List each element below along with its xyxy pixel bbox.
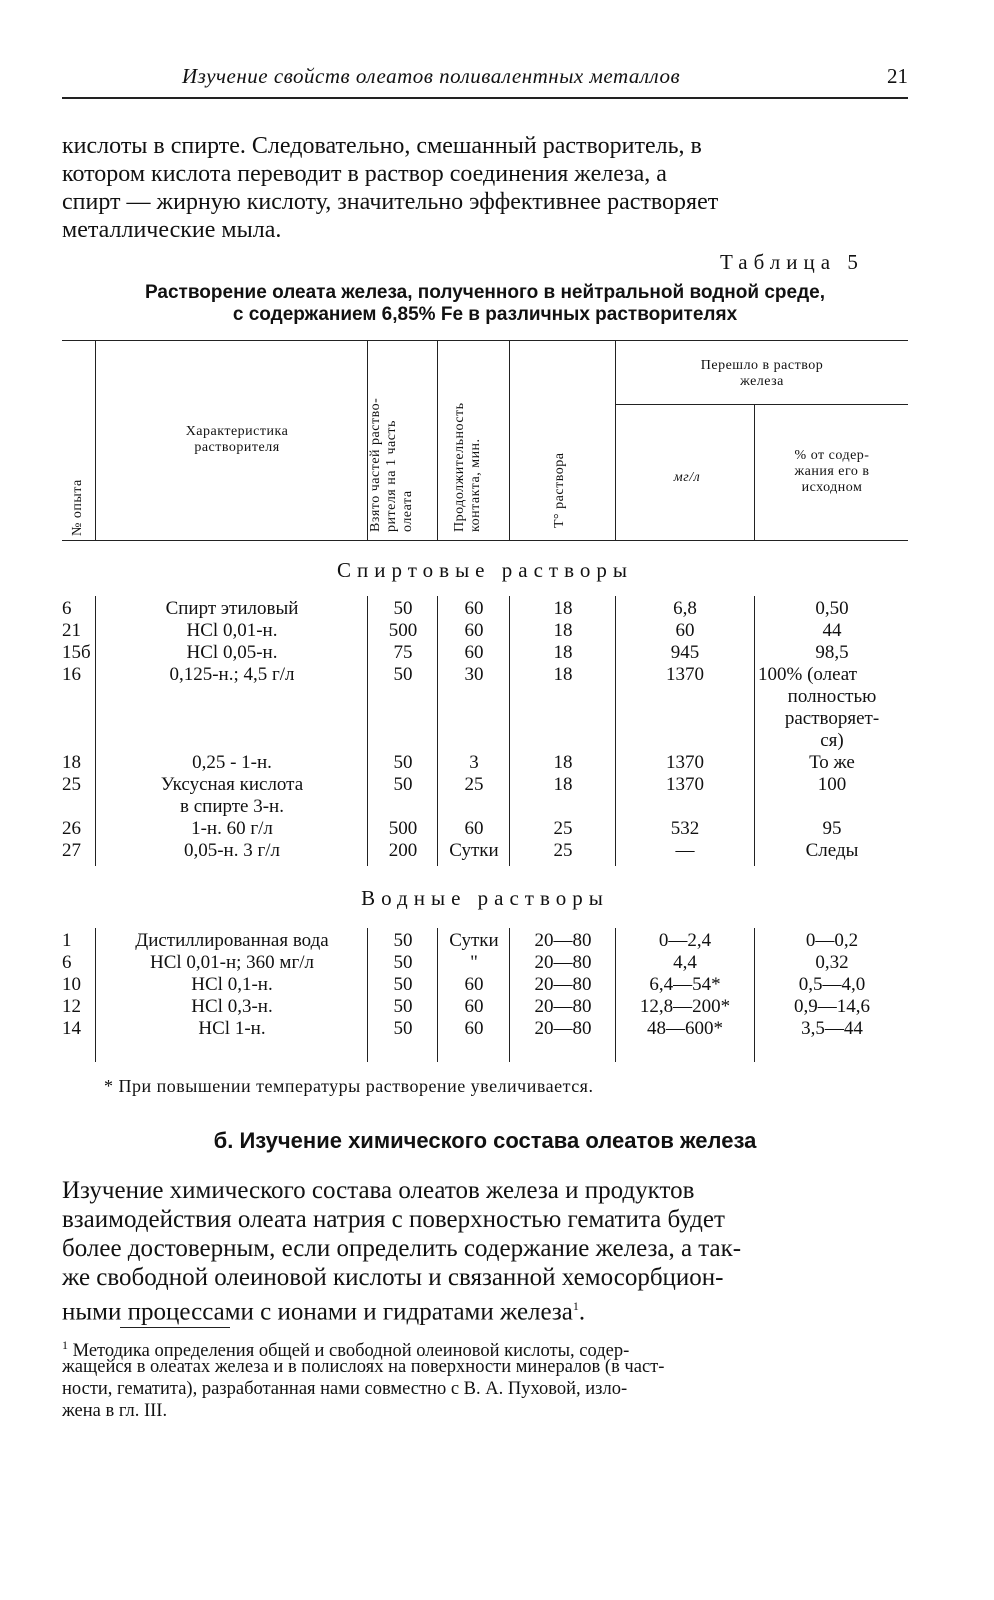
cell-mgl: 60 bbox=[675, 620, 695, 641]
footnote-line: Методика определения общей и свободной олеиновой кислоты, содер- bbox=[72, 1341, 630, 1362]
cell-percent: 0,50 bbox=[815, 598, 849, 619]
cell-parts: 50 bbox=[393, 774, 413, 795]
body-line: же свободной олеиновой кислоты и связанной хемосорбцион- bbox=[62, 1264, 724, 1291]
table-row bbox=[62, 686, 908, 708]
table-row bbox=[62, 840, 908, 862]
cell-solvent: 1-н. 60 г/л bbox=[191, 818, 273, 839]
cell-mgl: 1370 bbox=[666, 752, 704, 773]
column-rule bbox=[95, 340, 96, 540]
cell-temperature: 18 bbox=[553, 642, 573, 663]
cell-percent: 98,5 bbox=[815, 642, 849, 663]
cell-mgl: 12,8—200* bbox=[639, 996, 731, 1017]
header-percent bbox=[758, 448, 906, 496]
body-line-last: ными процессами с ионами и гидратами железа$^1$. bbox=[62, 1298, 586, 1326]
cell-percent: полностью bbox=[787, 686, 877, 707]
header-rule bbox=[62, 97, 908, 99]
header-dissolved-line: Перешло в раствор bbox=[700, 358, 824, 373]
cell-parts: 50 bbox=[393, 952, 413, 973]
header-percent-line: исходном bbox=[801, 480, 863, 495]
cell-temperature: 25 bbox=[553, 818, 573, 839]
cell-duration: 60 bbox=[464, 620, 484, 641]
footnote-mark: 1 bbox=[62, 1338, 68, 1352]
table-row bbox=[62, 642, 908, 664]
cell-temperature: 20—80 bbox=[534, 930, 592, 951]
header-parts-line: олеата bbox=[400, 490, 415, 532]
table-row bbox=[62, 1018, 908, 1040]
cell-duration: 25 bbox=[464, 774, 484, 795]
intro-line: котором кислота переводит в раствор соединения железа, а bbox=[62, 161, 667, 187]
table-row bbox=[62, 974, 908, 996]
column-rule bbox=[754, 404, 755, 540]
table-row bbox=[62, 620, 908, 642]
cell-parts: 200 bbox=[388, 840, 418, 861]
table-row bbox=[62, 930, 908, 952]
header-num: № опыта bbox=[70, 479, 85, 536]
cell-percent: 0,32 bbox=[815, 952, 849, 973]
page-footnote bbox=[62, 1334, 908, 1422]
column-rule bbox=[437, 340, 438, 540]
cell-solvent: Уксусная кислота bbox=[160, 774, 304, 795]
cell-duration: 60 bbox=[464, 974, 484, 995]
cell-number: 26 bbox=[62, 818, 81, 839]
cell-temperature: 20—80 bbox=[534, 996, 592, 1017]
header-bottom-rule bbox=[62, 540, 908, 541]
cell-number: 1 bbox=[62, 930, 72, 951]
cell-number: 21 bbox=[62, 620, 81, 641]
cell-solvent: HCl 1-н. bbox=[198, 1018, 266, 1039]
intro-line: металлические мыла. bbox=[62, 217, 282, 243]
cell-number: 15б bbox=[62, 642, 91, 663]
cell-number: 12 bbox=[62, 996, 81, 1017]
section-heading: б. Изучение химического состава олеатов железа bbox=[213, 1128, 757, 1153]
cell-duration: 60 bbox=[464, 818, 484, 839]
cell-solvent: HCl 0,05-н. bbox=[186, 642, 278, 663]
cell-parts: 75 bbox=[393, 642, 413, 663]
cell-temperature: 20—80 bbox=[534, 974, 592, 995]
body-line: ными процессами с ионами и гидратами железа bbox=[62, 1298, 573, 1326]
body-line: взаимодействия олеата натрия с поверхностью гематита будет bbox=[62, 1206, 725, 1233]
table-row bbox=[62, 774, 908, 796]
cell-solvent: HCl 0,3-н. bbox=[191, 996, 273, 1017]
cell-mgl: — bbox=[675, 840, 695, 861]
table-top-rule bbox=[62, 340, 908, 341]
cell-parts: 50 bbox=[393, 930, 413, 951]
table-caption bbox=[62, 282, 908, 326]
cell-temperature: 20—80 bbox=[534, 1018, 592, 1039]
cell-duration: Сутки bbox=[449, 930, 499, 951]
table-row bbox=[62, 796, 908, 818]
cell-solvent: HCl 0,01-н; 360 мг/л bbox=[149, 952, 315, 973]
cell-number: 18 bbox=[62, 752, 81, 773]
footnote-line-first bbox=[62, 1334, 908, 1362]
header-mgl: мг/л bbox=[673, 470, 701, 485]
table-row bbox=[62, 952, 908, 974]
cell-solvent: 0,05-н. 3 г/л bbox=[183, 840, 281, 861]
cell-percent: Следы bbox=[805, 840, 859, 861]
table-row bbox=[62, 730, 908, 752]
header-duration-line: Продолжительность bbox=[452, 402, 467, 532]
cell-mgl: 532 bbox=[670, 818, 700, 839]
cell-solvent: HCl 0,1-н. bbox=[191, 974, 273, 995]
intro-line: кислоты в спирте. Следовательно, смешанный растворитель, в bbox=[62, 133, 702, 159]
section-water-solutions: Водные растворы bbox=[361, 886, 609, 910]
table-caption-line: Растворение олеата железа, полученного в нейтральной водной среде, bbox=[145, 282, 825, 303]
footnote-line: жена в гл. III. bbox=[62, 1401, 168, 1421]
header-duration-line: контакта, мин. bbox=[468, 438, 483, 532]
cell-percent: ся) bbox=[820, 730, 844, 751]
cell-duration: Сутки bbox=[449, 840, 499, 861]
cell-number: 6 bbox=[62, 598, 72, 619]
cell-temperature: 18 bbox=[553, 598, 573, 619]
cell-mgl: 945 bbox=[670, 642, 700, 663]
cell-parts: 50 bbox=[393, 664, 413, 685]
cell-mgl: 6,8 bbox=[673, 598, 697, 619]
cell-parts: 50 bbox=[393, 974, 413, 995]
cell-percent: 95 bbox=[822, 818, 842, 839]
cell-duration: 3 bbox=[469, 752, 479, 773]
table-caption-line: с содержанием 6,85% Fe в различных растворителях bbox=[232, 304, 738, 325]
cell-parts: 50 bbox=[393, 752, 413, 773]
table-row bbox=[62, 818, 908, 840]
data-table bbox=[62, 340, 908, 1062]
header-parts bbox=[368, 398, 416, 532]
header-dissolved bbox=[622, 358, 902, 390]
intro-paragraph bbox=[62, 132, 908, 244]
cell-percent: 0—0,2 bbox=[805, 930, 859, 951]
cell-duration: 60 bbox=[464, 996, 484, 1017]
header-duration bbox=[452, 402, 484, 532]
body-line: Изучение химического состава олеатов железа и продуктов bbox=[62, 1177, 695, 1204]
footnote-rule bbox=[120, 1327, 230, 1328]
header-parts-line: Взято частей раство- bbox=[368, 397, 383, 532]
cell-mgl: 4,4 bbox=[673, 952, 697, 973]
table-label: Таблица 5 bbox=[720, 250, 864, 274]
cell-parts: 500 bbox=[388, 818, 418, 839]
table-row bbox=[62, 996, 908, 1018]
column-rule bbox=[615, 340, 616, 540]
column-rule bbox=[509, 340, 510, 540]
cell-temperature: 18 bbox=[553, 664, 573, 685]
table-row bbox=[62, 598, 908, 620]
cell-mgl: 48—600* bbox=[647, 1018, 723, 1039]
cell-mgl: 0—2,4 bbox=[658, 930, 712, 951]
cell-solvent: Дистиллированная вода bbox=[135, 930, 329, 951]
intro-line: спирт — жирную кислоту, значительно эффективнее растворяет bbox=[62, 189, 719, 215]
cell-parts: 500 bbox=[388, 620, 418, 641]
header-parts-line: рителя на 1 часть bbox=[384, 420, 399, 532]
cell-temperature: 18 bbox=[553, 752, 573, 773]
cell-number: 6 bbox=[62, 952, 72, 973]
running-head bbox=[62, 64, 908, 94]
cell-percent: 3,5—44 bbox=[801, 1018, 863, 1039]
cell-percent: 44 bbox=[822, 620, 842, 641]
header-percent-line: жания его в bbox=[794, 464, 870, 479]
cell-temperature: 18 bbox=[553, 620, 573, 641]
cell-mgl: 1370 bbox=[666, 664, 704, 685]
cell-duration: 60 bbox=[464, 1018, 484, 1039]
cell-temperature: 25 bbox=[553, 840, 573, 861]
header-sub-rule bbox=[615, 404, 908, 405]
cell-parts: 50 bbox=[393, 1018, 413, 1039]
header-dissolved-line: железа bbox=[740, 374, 784, 389]
cell-duration: 60 bbox=[464, 642, 484, 663]
table-row bbox=[62, 708, 908, 730]
cell-temperature: 18 bbox=[553, 774, 573, 795]
cell-number: 16 bbox=[62, 664, 81, 685]
cell-percent: 100% (олеат bbox=[758, 664, 858, 685]
page-number: 21 bbox=[887, 64, 908, 88]
cell-mgl: 1370 bbox=[666, 774, 704, 795]
cell-number: 27 bbox=[62, 840, 81, 861]
footnote-line: жащейся в олеатах железа и в полислоях на поверхности минералов (в част- bbox=[62, 1357, 665, 1377]
cell-number: 25 bbox=[62, 774, 81, 795]
cell-solvent: Спирт этиловый bbox=[165, 598, 299, 619]
footnote-reference: 1 bbox=[572, 1299, 579, 1313]
cell-mgl: 6,4—54* bbox=[649, 974, 721, 995]
header-percent-line: % от содер- bbox=[794, 448, 870, 463]
cell-duration: 60 bbox=[464, 598, 484, 619]
cell-duration: " bbox=[470, 952, 478, 973]
cell-number: 10 bbox=[62, 974, 81, 995]
running-head-title: Изучение свойств олеатов поливалентных металлов bbox=[182, 64, 681, 88]
cell-parts: 50 bbox=[393, 598, 413, 619]
cell-temperature: 20—80 bbox=[534, 952, 592, 973]
cell-solvent: 0,125-н.; 4,5 г/л bbox=[169, 664, 295, 685]
section-alcohol-solutions: Спиртовые растворы bbox=[337, 558, 633, 582]
cell-duration: 30 bbox=[464, 664, 484, 685]
cell-solvent: в спирте 3-н. bbox=[180, 796, 284, 817]
body-line: более достоверным, если определить содержание железа, а так- bbox=[62, 1235, 742, 1262]
header-temperature: T° раствора bbox=[552, 452, 567, 528]
cell-parts: 50 bbox=[393, 996, 413, 1017]
cell-percent: 0,5—4,0 bbox=[798, 974, 866, 995]
table-row bbox=[62, 664, 908, 686]
header-solvent: Характеристика растворителя bbox=[185, 424, 289, 455]
table-footnote: * При повышении температуры растворение увеличивается. bbox=[104, 1076, 594, 1096]
cell-percent: растворяет- bbox=[784, 708, 880, 729]
cell-number: 14 bbox=[62, 1018, 81, 1039]
cell-percent: То же bbox=[809, 752, 855, 773]
cell-solvent: 0,25 - 1-н. bbox=[192, 752, 272, 773]
cell-solvent: HCl 0,01-н. bbox=[186, 620, 278, 641]
table-row bbox=[62, 752, 908, 774]
footnote-line: ности, гематита), разработанная нами совместно с В. А. Пуховой, изло- bbox=[62, 1379, 628, 1399]
body-paragraph bbox=[62, 1176, 908, 1326]
cell-percent: 100 bbox=[817, 774, 847, 795]
cell-percent: 0,9—14,6 bbox=[794, 996, 870, 1017]
